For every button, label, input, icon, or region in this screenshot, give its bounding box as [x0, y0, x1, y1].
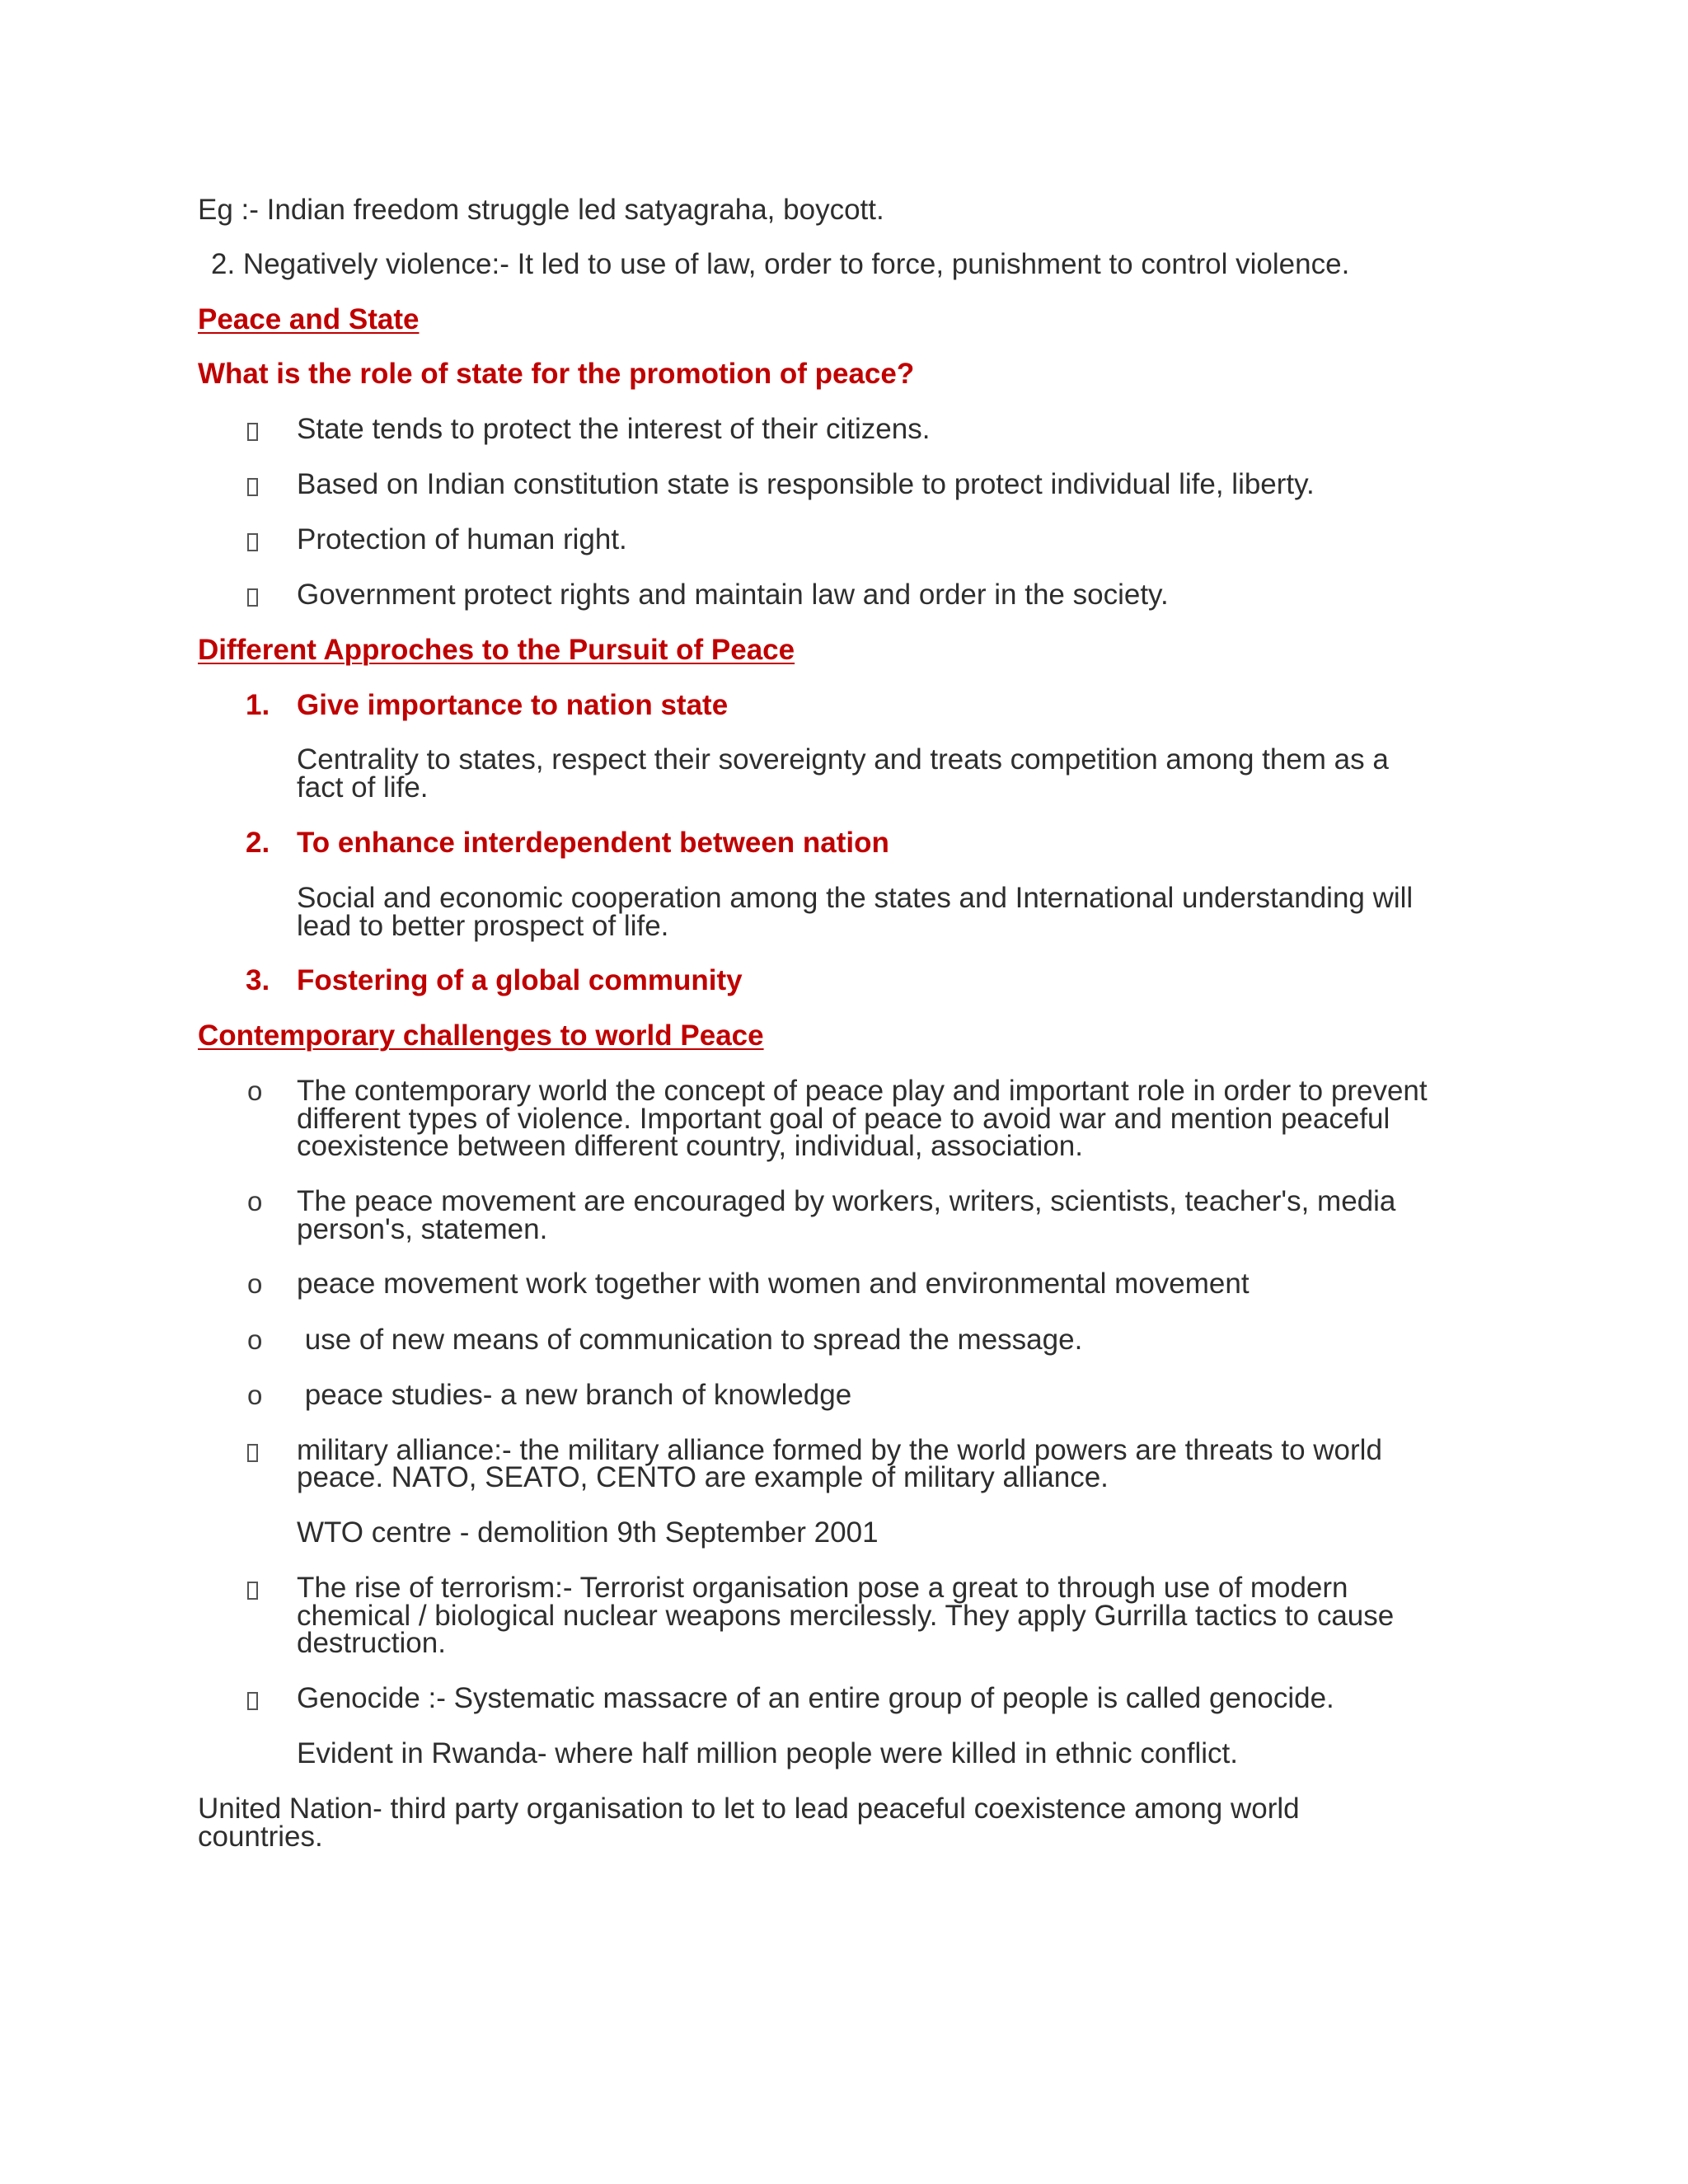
challenge-1-line-2: different types of violence. Important goal of peace to avoid war and mention peaceful: [297, 1103, 1390, 1135]
state-bullet-1: State tends to protect the interest of their citizens.: [297, 413, 931, 445]
heading-challenges: Contemporary challenges to world Peace: [198, 1019, 764, 1052]
challenge-5: peace studies- a new branch of knowledge: [297, 1379, 852, 1411]
box-bullet-icon: [247, 471, 258, 499]
terrorism-line-1: The rise of terrorism:- Terrorist organisation pose a great to through use of modern: [297, 1572, 1348, 1604]
approach-number-3: 3.: [246, 964, 270, 996]
approach-title-1: Give importance to nation state: [297, 689, 729, 721]
approach-text-1-line-2: fact of life.: [297, 771, 429, 804]
approach-text-1-line-1: Centrality to states, respect their sovereignty and treats competition among them as a: [297, 743, 1389, 776]
heading-approaches: Different Approches to the Pursuit of Peace: [198, 634, 795, 666]
approach-text-2-line-2: lead to better prospect of life.: [297, 910, 669, 942]
state-bullet-4: Government protect rights and maintain law and order in the society.: [297, 579, 1169, 611]
approach-number-2: 2.: [246, 827, 270, 859]
box-bullet-icon: [247, 526, 258, 554]
state-bullet-2: Based on Indian constitution state is responsible to protect individual life, liberty.: [297, 468, 1315, 500]
example-line: Eg :- Indian freedom struggle led satyagraha, boycott.: [198, 194, 884, 226]
approach-title-2: To enhance interdependent between nation: [297, 827, 889, 859]
heading-peace-and-state: Peace and State: [198, 303, 420, 335]
o-bullet-marker: o: [247, 1076, 263, 1106]
approach-text-2-line-1: Social and economic cooperation among the states and International understanding will: [297, 882, 1414, 914]
question-role-of-state: What is the role of state for the promotion of peace?: [198, 358, 915, 390]
rwanda-note: Evident in Rwanda- where half million people were killed in ethnic conflict.: [297, 1737, 1238, 1769]
genocide-line: Genocide :- Systematic massacre of an entire group of people is called genocide.: [297, 1682, 1334, 1714]
box-bullet-icon: [247, 581, 258, 609]
military-alliance-line-2: peace. NATO, SEATO, CENTO are example of military alliance.: [297, 1461, 1109, 1493]
terrorism-line-2: chemical / biological nuclear weapons mercilessly. They apply Gurrilla tactics to cause: [297, 1600, 1395, 1632]
challenge-2-line-1: The peace movement are encouraged by workers, writers, scientists, teacher's, media: [297, 1185, 1396, 1217]
closing-line-1: United Nation- third party organisation to let to lead peaceful coexistence among world: [198, 1793, 1300, 1825]
closing-line-2: countries.: [198, 1821, 323, 1853]
box-bullet-icon: [247, 1685, 258, 1713]
wto-note: WTO centre - demolition 9th September 2001: [297, 1516, 879, 1549]
approach-number-1: 1.: [246, 689, 270, 721]
approach-title-3: Fostering of a global community: [297, 964, 743, 996]
state-bullet-3: Protection of human right.: [297, 523, 627, 555]
o-bullet-marker: o: [247, 1380, 263, 1410]
challenge-1-line-3: coexistence between different country, individual, association.: [297, 1130, 1083, 1162]
challenge-4: use of new means of communication to spread the message.: [297, 1324, 1083, 1356]
challenge-2-line-2: person's, statemen.: [297, 1213, 548, 1245]
challenge-1-line-1: The contemporary world the concept of peace play and important role in order to prevent: [297, 1075, 1428, 1107]
o-bullet-marker: o: [247, 1268, 263, 1299]
o-bullet-marker: o: [247, 1186, 263, 1216]
numbered-item-2: 2. Negatively violence:- It led to use of law, order to force, punishment to control violence.: [211, 248, 1350, 280]
box-bullet-icon: [247, 1436, 258, 1465]
o-bullet-marker: o: [247, 1324, 263, 1355]
terrorism-line-3: destruction.: [297, 1627, 446, 1659]
box-bullet-icon: [247, 415, 258, 443]
box-bullet-icon: [247, 1574, 258, 1602]
challenge-3: peace movement work together with women and environmental movement: [297, 1268, 1250, 1300]
military-alliance-line-1: military alliance:- the military alliance formed by the world powers are threats to world: [297, 1434, 1382, 1466]
